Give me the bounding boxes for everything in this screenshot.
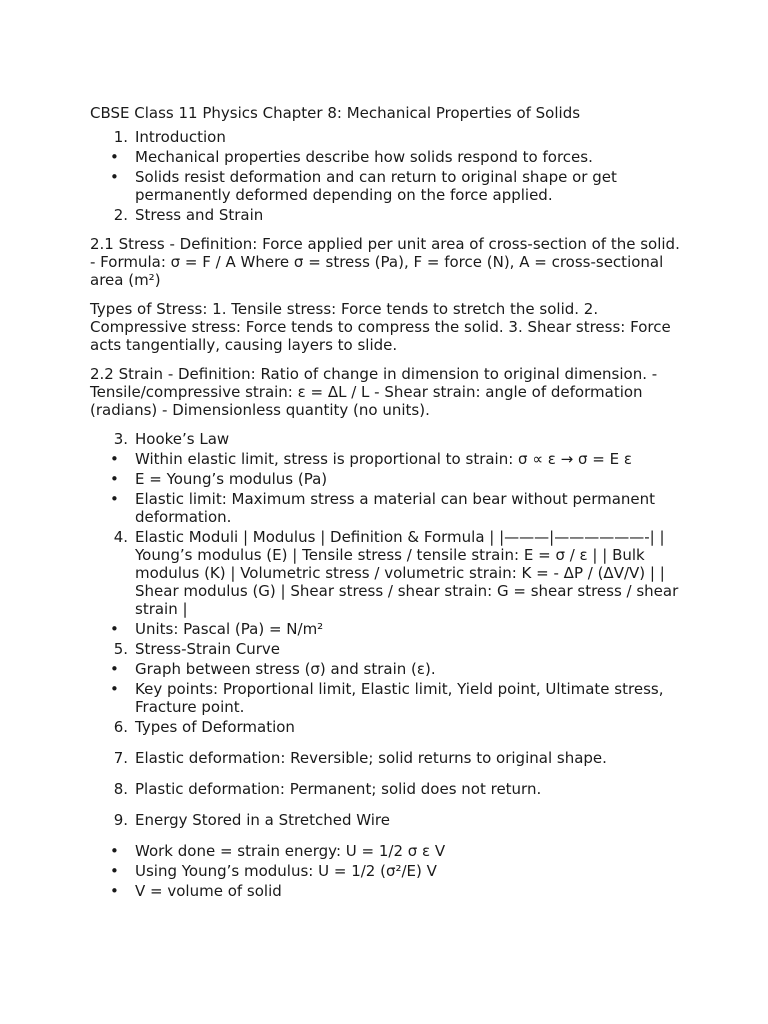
- list-item-text: Work done = strain energy: U = 1/2 σ ε V: [135, 842, 446, 860]
- bullet-icon: •: [110, 148, 119, 166]
- section-heading: Elastic Moduli | Modulus | Definition & Formula | |———|——————-| | Young’s modulus (E) | Tensile stress / tensile strain: E = σ / ε | | Bulk modulus (K) | Volumetric stress / volumetric strain: K = - ΔP / (ΔV/V) | | Shear modulus (G) | Shear stress / shear strain: G = shear stress / shear strain |: [135, 528, 679, 618]
- bullet-icon: •: [110, 842, 119, 860]
- list-item: [90, 660, 680, 678]
- list-item-text: Elastic limit: Maximum stress a material can bear without permanent deformation.: [135, 490, 656, 526]
- section-9: [90, 811, 680, 829]
- bullet-icon: •: [110, 490, 119, 508]
- list-item: [90, 450, 680, 468]
- list-item-text: Within elastic limit, stress is proportional to strain: σ ∝ ε → σ = E ε: [135, 450, 632, 468]
- section-heading: Types of Deformation: [135, 718, 295, 736]
- section-4: [90, 528, 680, 618]
- bullet-icon: •: [110, 620, 119, 638]
- list-item-text: Solids resist deformation and can return to original shape or get permanently deformed depending on the force applied.: [135, 168, 617, 204]
- list-item-text: Mechanical properties describe how solids respond to forces.: [135, 148, 593, 166]
- stress-types-paragraph: Types of Stress: 1. Tensile stress: Force tends to stretch the solid. 2. Compressive stress: Force tends to compress the solid. 3. Shear stress: Force acts tangentially, causing layers to slide.: [90, 300, 671, 354]
- bullet-icon: •: [110, 168, 119, 186]
- section-number: 3.: [113, 430, 128, 448]
- list-item: [90, 680, 680, 716]
- section-7: [90, 749, 680, 767]
- section-number: 7.: [113, 749, 128, 767]
- list-item: [90, 490, 680, 526]
- section-heading: Elastic deformation: Reversible; solid returns to original shape.: [135, 749, 607, 767]
- section-2: [90, 206, 680, 224]
- section-number: 2.: [113, 206, 128, 224]
- list-item: [90, 148, 680, 166]
- list-item: [90, 882, 680, 900]
- bullet-icon: •: [110, 450, 119, 468]
- section-number: 6.: [113, 718, 128, 736]
- section-heading: Plastic deformation: Permanent; solid does not return.: [135, 780, 542, 798]
- bullet-icon: •: [110, 660, 119, 678]
- section-number: 1.: [113, 128, 128, 146]
- list-item: [90, 842, 680, 860]
- section-heading: Hooke’s Law: [135, 430, 230, 448]
- list-item-text: Using Young’s modulus: U = 1/2 (σ²/E) V: [135, 862, 437, 880]
- section-1: [90, 128, 680, 146]
- bullet-icon: •: [110, 470, 119, 488]
- section-3: [90, 430, 680, 448]
- list-item: [90, 620, 680, 638]
- section-heading: Stress and Strain: [135, 206, 264, 224]
- list-item-text: Key points: Proportional limit, Elastic limit, Yield point, Ultimate stress, Fracture point.: [135, 680, 664, 716]
- section-6: [90, 718, 680, 736]
- bullet-icon: •: [110, 882, 119, 900]
- document-title: CBSE Class 11 Physics Chapter 8: Mechanical Properties of Solids: [90, 104, 581, 122]
- section-number: 5.: [113, 640, 128, 658]
- stress-paragraph: 2.1 Stress - Definition: Force applied per unit area of cross-section of the solid. - Formula: σ = F / A Where σ = stress (Pa), F = force (N), A = cross-sectional area (m²): [90, 235, 680, 289]
- list-item: [90, 168, 680, 204]
- section-heading: Energy Stored in a Stretched Wire: [135, 811, 390, 829]
- list-item: [90, 862, 680, 880]
- strain-paragraph: 2.2 Strain - Definition: Ratio of change in dimension to original dimension. - Tensile/compressive strain: ε = ΔL / L - Shear strain: angle of deformation (radians) - Dimensionless quantity (no units).: [90, 365, 658, 419]
- section-heading: Introduction: [135, 128, 226, 146]
- bullet-icon: •: [110, 680, 119, 698]
- section-number: 9.: [113, 811, 128, 829]
- section-8: [90, 780, 680, 798]
- section-5: [90, 640, 680, 658]
- document-body: [90, 104, 680, 902]
- section-heading: Stress-Strain Curve: [135, 640, 280, 658]
- bullet-icon: •: [110, 862, 119, 880]
- section-number: 8.: [113, 780, 128, 798]
- list-item-text: Graph between stress (σ) and strain (ε).: [135, 660, 436, 678]
- list-item-text: Units: Pascal (Pa) = N/m²: [135, 620, 324, 638]
- list-item-text: E = Young’s modulus (Pa): [135, 470, 328, 488]
- list-item: [90, 470, 680, 488]
- section-number: 4.: [113, 528, 128, 546]
- list-item-text: V = volume of solid: [135, 882, 282, 900]
